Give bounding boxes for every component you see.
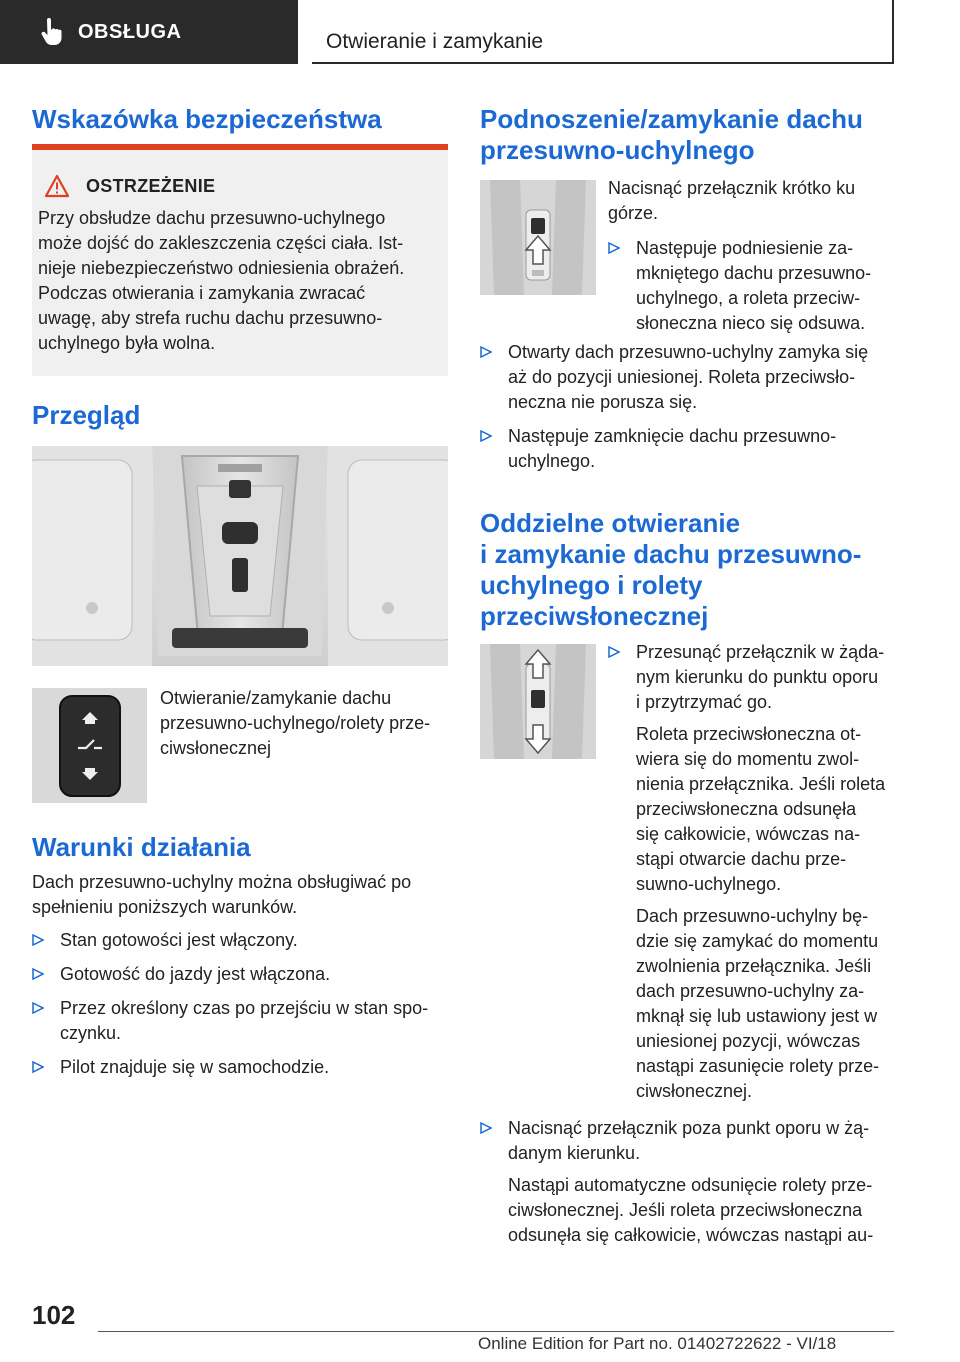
list-item-text: uchylnego.: [508, 451, 596, 471]
text-line: Dach przesuwno-uchylny bę-: [636, 906, 869, 926]
list-item-text: Nacisnąć przełącznik poza punkt oporu w żą-: [508, 1118, 870, 1138]
chapter-title: Otwieranie i zamykanie: [326, 30, 544, 53]
text-line: Dach przesuwno-uchylny można obsługiwać po: [32, 872, 412, 892]
list-item-text: Przez określony czas po przejściu w stan spo-: [60, 998, 429, 1018]
text-line: Nastąpi automatyczne odsunięcie rolety prze-: [508, 1175, 873, 1195]
chapter-header: [312, 0, 894, 64]
text-line: ciwsłonecznej: [160, 738, 272, 758]
list-item-text: mkniętego dachu przesuwno-: [636, 263, 872, 283]
list-item-text: Przesunąć przełącznik w żąda-: [636, 642, 885, 662]
heading-line: Podnoszenie/zamykanie dachu: [480, 104, 863, 134]
sunroof-switch-image: [32, 688, 147, 803]
switch-slide-illustration: [480, 644, 596, 759]
hand-pointer-icon: [40, 18, 64, 46]
bullet-arrow-icon: [32, 1061, 44, 1073]
list-item-paragraph: [636, 904, 896, 1104]
raise-heading: [480, 104, 863, 166]
section-tab: [0, 0, 298, 64]
list-item-text: Stan gotowości jest włączony.: [60, 930, 298, 950]
list-item: [608, 640, 896, 1104]
bullet-arrow-icon: [32, 1002, 44, 1014]
heading-line: przeciwsłonecznej: [480, 601, 709, 631]
bullet-arrow-icon: [608, 646, 620, 658]
text-line: przesuwno-uchylnego/rolety prze-: [160, 713, 431, 733]
text-line: uniesionej pozycji, wówczas: [636, 1031, 861, 1051]
list-item: [32, 928, 448, 953]
warning-box: [32, 144, 448, 376]
list-item-text: czynku.: [60, 1023, 122, 1043]
text-line: dach przesuwno-uchylny za-: [636, 981, 865, 1001]
text-line: się całkowicie, wówczas na-: [636, 824, 861, 844]
list-item: [32, 996, 448, 1046]
page-number: 102: [32, 1300, 76, 1330]
text-line: Podczas otwierania i zamykania zwracać: [38, 283, 366, 303]
list-item-text: Następuje podniesienie za-: [636, 238, 854, 258]
sunroof-switch-illustration: [32, 688, 147, 803]
list-item: [32, 1055, 448, 1080]
text-line: Roleta przeciwsłoneczna ot-: [636, 724, 862, 744]
text-line: nieje niebezpieczeństwo odniesienia obrażeń.: [38, 258, 405, 278]
list-item: [480, 340, 896, 415]
list-item: [32, 962, 448, 987]
separate-heading: [480, 508, 861, 632]
list-item: [608, 236, 896, 336]
bullet-arrow-icon: [608, 242, 620, 254]
bullet-arrow-icon: [480, 430, 492, 442]
list-item-paragraph: [636, 722, 896, 897]
list-item-text: słoneczna nieco się odsuwa.: [636, 313, 866, 333]
push-list: [480, 1116, 896, 1257]
warning-text: [38, 206, 434, 356]
switch-caption: [160, 686, 450, 761]
text-line: przeciwsłoneczna odsunęła: [636, 799, 857, 819]
safety-heading: Wskazówka bezpieczeństwa: [32, 104, 382, 134]
raise-intro: [608, 176, 896, 226]
list-item-text: nym kierunku do punktu oporu: [636, 667, 879, 687]
text-line: mknął się lub ustawiony jest w: [636, 1006, 878, 1026]
overhead-console-illustration: [32, 446, 448, 666]
text-line: spełnieniu poniższych warunków.: [32, 897, 298, 917]
conditions-list: [32, 928, 448, 1089]
text-line: Otwieranie/zamykanie dachu: [160, 688, 392, 708]
text-line: może dojść do zakleszczenia części ciała. Ist-: [38, 233, 404, 253]
list-item-text: uchylnego, a roleta przeciw-: [636, 288, 861, 308]
raise-more-list: [480, 340, 896, 483]
text-line: uwagę, aby strefa ruchu dachu przesuwno-: [38, 308, 383, 328]
text-line: uchylnego była wolna.: [38, 333, 216, 353]
text-line: ciwsłonecznej.: [636, 1081, 753, 1101]
text-line: odsunęła się całkowicie, wówczas nastąpi au-: [508, 1225, 874, 1245]
section-tab-label: OBSŁUGA: [78, 20, 182, 43]
list-item: [480, 1116, 896, 1248]
list-item-paragraph: [508, 1173, 896, 1248]
bullet-arrow-icon: [32, 934, 44, 946]
hold-list: [608, 640, 896, 1113]
conditions-heading: Warunki działania: [32, 832, 251, 862]
footer-divider: [98, 1331, 894, 1332]
bullet-arrow-icon: [480, 346, 492, 358]
heading-line: przesuwno-uchylnego: [480, 135, 755, 165]
warning-title: OSTRZEŻENIE: [86, 175, 216, 196]
heading-line: i zamykanie dachu przesuwno-: [480, 539, 862, 569]
warning-header: [44, 174, 215, 198]
text-line: Przy obsłudze dachu przesuwno-uchylnego: [38, 208, 386, 228]
switch-press-up-illustration: [480, 180, 596, 295]
list-item-text: danym kierunku.: [508, 1143, 641, 1163]
list-item-text: i przytrzymać go.: [636, 692, 773, 712]
conditions-intro: [32, 870, 448, 920]
list-item-text: Otwarty dach przesuwno-uchylny zamyka się: [508, 342, 869, 362]
text-line: nastąpi zasunięcie rolety prze-: [636, 1056, 880, 1076]
bullet-arrow-icon: [480, 1122, 492, 1134]
warning-triangle-icon: [44, 174, 70, 198]
text-line: zwolnienia przełącznika. Jeśli: [636, 956, 872, 976]
bullet-arrow-icon: [32, 968, 44, 980]
text-line: stąpi otwarcie dachu prze-: [636, 849, 847, 869]
list-item-text: aż do pozycji uniesionej. Roleta przeciwsło-: [508, 367, 856, 387]
list-item-text: Pilot znajduje się w samochodzie.: [60, 1057, 330, 1077]
raise-result-list: [608, 236, 896, 345]
text-line: dzie się zamykać do momentu: [636, 931, 879, 951]
text-line: ciwsłonecznej. Jeśli roleta przeciwsłoneczna: [508, 1200, 863, 1220]
list-item-text: Gotowość do jazdy jest włączona.: [60, 964, 331, 984]
list-item: [480, 424, 896, 474]
text-line: wiera się do momentu zwol-: [636, 749, 860, 769]
heading-line: uchylnego i rolety: [480, 570, 703, 600]
list-item-text: neczna nie porusza się.: [508, 392, 698, 412]
switch-press-up-image: [480, 180, 596, 295]
heading-line: Oddzielne otwieranie: [480, 508, 741, 538]
overview-heading: Przegląd: [32, 400, 141, 430]
overhead-console-image: [32, 446, 448, 666]
list-item-text: Następuje zamknięcie dachu przesuwno-: [508, 426, 837, 446]
text-line: górze.: [608, 203, 659, 223]
text-line: nienia przełącznika. Jeśli roleta: [636, 774, 886, 794]
text-line: suwno-uchylnego.: [636, 874, 782, 894]
text-line: Nacisnąć przełącznik krótko ku: [608, 178, 856, 198]
edition-note: Online Edition for Part no. 01402722622 - VI/18: [478, 1334, 837, 1353]
switch-slide-image: [480, 644, 596, 759]
